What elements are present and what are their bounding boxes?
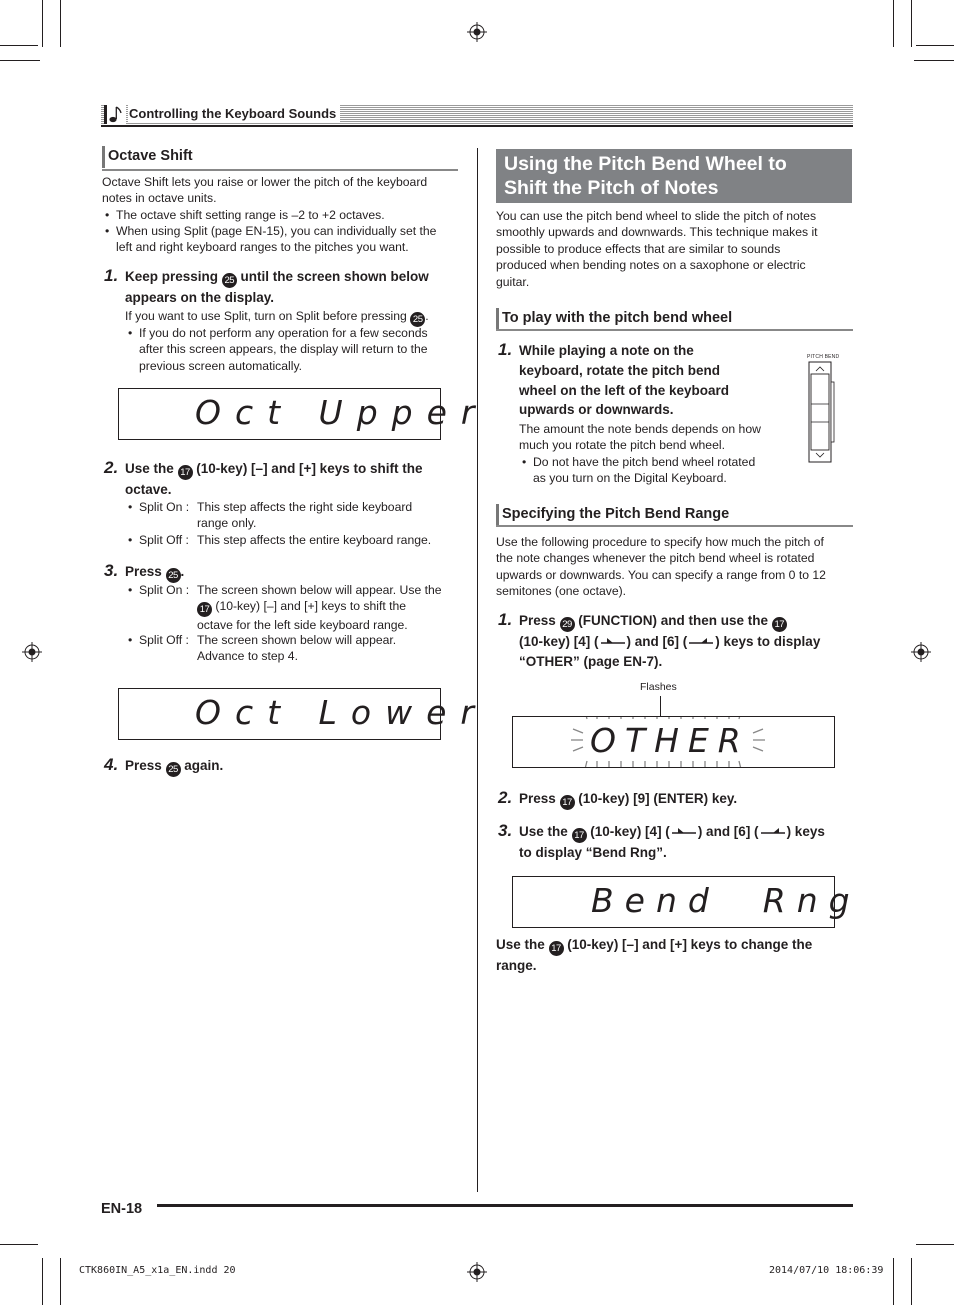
step-text: While playing a note on the keyboard, rotate the pitch bend wheel on the left of the keyboard upwards or downwards. bbox=[519, 343, 730, 418]
step-number: 1. bbox=[498, 610, 513, 629]
pitch-bend-label: PITCH BEND bbox=[807, 354, 840, 360]
key-number-icon: 25 bbox=[166, 568, 181, 583]
registration-mark-icon bbox=[467, 1262, 487, 1282]
final-instruction: Use the 17 (10-key) [–] and [+] keys to change the range. bbox=[496, 937, 813, 973]
right-arrow-icon bbox=[687, 636, 715, 646]
right-arrow-icon bbox=[759, 826, 787, 836]
key-number-icon: 25 bbox=[410, 312, 425, 327]
left-arrow-icon bbox=[670, 826, 698, 836]
flashes-label: Flashes bbox=[640, 681, 677, 693]
list-item: • If you do not perform any operation for a few seconds after this screen appears, the display will return to the previous screen automatically. bbox=[128, 326, 428, 373]
lcd-display bbox=[512, 876, 861, 928]
key-number-icon: 17 bbox=[560, 795, 575, 810]
key-number-icon: 25 bbox=[222, 273, 237, 288]
pitch-bend-range-intro: Use the following procedure to specify how much the pitch of the note changes whenever the pitch bend wheel is rotated upwards or downwards. You can specify a range from 0 to 12 semitones (one octave). bbox=[496, 535, 826, 599]
step-text: Keep pressing 25 until the screen shown below appears on the display. bbox=[125, 269, 429, 305]
key-number-icon: 17 bbox=[197, 602, 212, 617]
list-item: • Split Off : This step affects the entire keyboard range. bbox=[128, 533, 432, 547]
lcd-display bbox=[118, 688, 488, 740]
list-item: • Split On : This step affects the right side keyboard range only. bbox=[128, 500, 413, 531]
header-rule bbox=[101, 125, 853, 127]
step-note: The amount the note bends depends on how much you rotate the pitch bend wheel. bbox=[519, 422, 761, 453]
left-arrow-icon bbox=[599, 636, 627, 646]
step-number: 3. bbox=[104, 561, 119, 580]
step-text: Press 17 (10-key) [9] (ENTER) key. bbox=[519, 791, 738, 808]
step-number: 3. bbox=[498, 821, 513, 840]
step-text: Press 29 (FUNCTION) and then use the 17 (10-key) [4] ( ) and [6] ( ) keys to display “OTHER” (page EN-7). bbox=[519, 613, 821, 669]
step-text: Use the 17 (10-key) [–] and [+] keys to shift the octave. bbox=[125, 461, 423, 497]
step-text: Press 25 again. bbox=[125, 758, 224, 775]
lcd-text: Oct Upper bbox=[195, 393, 489, 432]
lcd-display bbox=[118, 388, 489, 440]
list-item: • When using Split (page EN-15), you can individually set the left and right keyboard ranges to the pitches you want. bbox=[105, 224, 437, 255]
registration-mark-icon bbox=[467, 22, 487, 42]
footer-rule bbox=[157, 1204, 853, 1207]
column-divider bbox=[477, 148, 478, 1192]
step-text: Press 25 . bbox=[125, 564, 185, 581]
step-number: 1. bbox=[104, 266, 119, 285]
list-item: • The octave shift setting range is –2 to +2 octaves. bbox=[105, 208, 385, 222]
step-number: 4. bbox=[104, 755, 119, 774]
octave-shift-heading: Octave Shift bbox=[102, 147, 193, 165]
flashes-pointer bbox=[660, 696, 661, 716]
key-number-icon: 17 bbox=[549, 941, 564, 956]
list-item: • Do not have the pitch bend wheel rotated as you turn on the Digital Keyboard. bbox=[522, 455, 756, 486]
key-number-icon: 29 bbox=[560, 617, 575, 632]
step-text: Use the 17 (10-key) [4] ( ) and [6] ( ) keys to display “Bend Rng”. bbox=[519, 824, 825, 860]
pitch-bend-range-heading: Specifying the Pitch Bend Range bbox=[496, 505, 729, 523]
lcd-text: OTHER bbox=[590, 721, 750, 760]
step-number: 1. bbox=[498, 340, 513, 359]
octave-shift-intro: Octave Shift lets you raise or lower the pitch of the keyboard notes in octave units. bbox=[102, 175, 428, 206]
play-wheel-heading: To play with the pitch bend wheel bbox=[496, 309, 732, 327]
list-item: • Split Off : The screen shown below will appear. Advance to step 4. bbox=[128, 633, 397, 664]
print-timestamp: 2014/07/10 18:06:39 bbox=[769, 1265, 884, 1276]
key-number-icon: 17 bbox=[178, 465, 193, 480]
key-number-icon: 17 bbox=[572, 828, 587, 843]
key-number-icon: 25 bbox=[166, 762, 181, 777]
heading-rule bbox=[496, 525, 853, 527]
lcd-text: Oct Lower bbox=[195, 693, 488, 732]
file-name: CTK860IN_A5_x1a_EN.indd 20 bbox=[79, 1265, 236, 1276]
list-item: • Split On : The screen shown below will appear. Use the 17 (10-key) [–] and [+] keys to shift the octave for the left side keyboard range. bbox=[128, 583, 442, 633]
section-title: Controlling the Keyboard Sounds bbox=[128, 105, 340, 122]
section-banner: Using the Pitch Bend Wheel to Shift the Pitch of Notes bbox=[496, 149, 852, 203]
registration-mark-icon bbox=[22, 642, 42, 662]
registration-mark-icon bbox=[911, 642, 931, 662]
music-note-icon bbox=[104, 104, 126, 124]
page-number: EN-18 bbox=[101, 1201, 143, 1217]
heading-rule bbox=[496, 329, 853, 331]
step-number: 2. bbox=[104, 458, 119, 477]
lcd-text: Bend Rng bbox=[591, 881, 861, 920]
key-number-icon: 17 bbox=[772, 617, 787, 632]
heading-rule bbox=[102, 169, 458, 171]
pitch-bend-wheel-icon bbox=[806, 360, 836, 464]
step-number: 2. bbox=[498, 788, 513, 807]
pitch-bend-intro: You can use the pitch bend wheel to slide the pitch of notes smoothly upwards and downwards. This technique makes it possible to produce effects that are similar to sounds produced when bending notes on a saxophone or electric guitar. bbox=[496, 209, 818, 289]
step-note: If you want to use Split, turn on Split before pressing 25 . bbox=[125, 309, 429, 325]
lcd-display bbox=[512, 716, 835, 768]
